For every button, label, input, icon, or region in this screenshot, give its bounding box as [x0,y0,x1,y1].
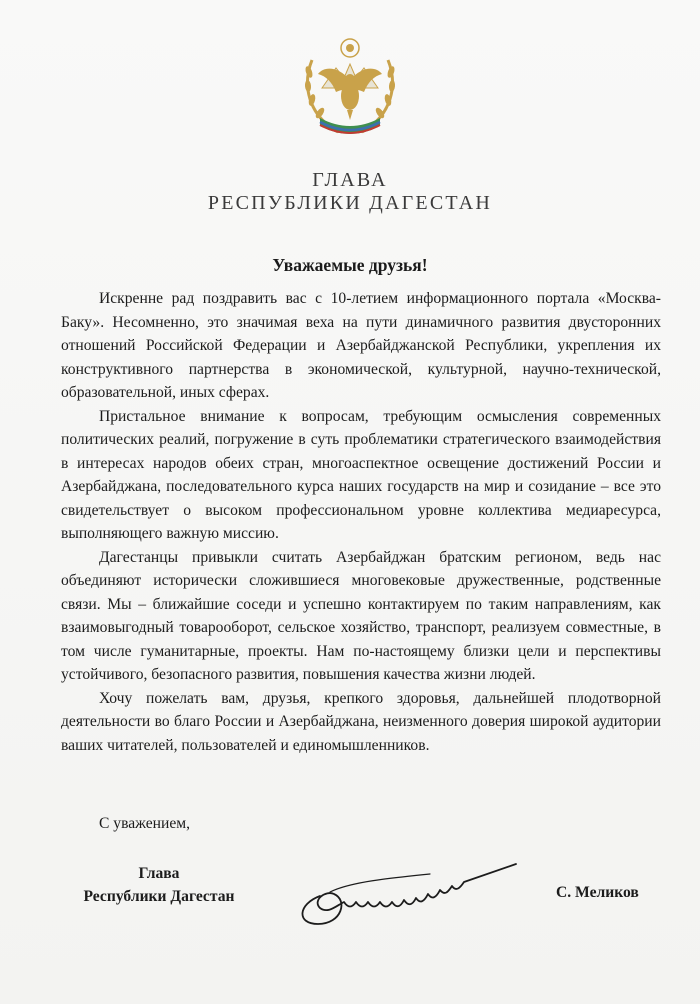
paragraph-1: Искренне рад поздравить вас с 10-летием информационного портала «Москва-Баку». Несомненно, это значимая веха на пути динамичного развития двусторонних отношений Российской Федерации и Азербайджанской Республики, укрепления их конструктивного партнерства в экономической, культурной, научно-технической, образовательной, иных сферах. [61,290,661,401]
dagestan-coat-of-arms-icon [298,30,402,142]
signatory-title-line2: Республики Дагестан [83,888,235,905]
letter-body [61,287,661,757]
greeting: Уважаемые друзья! [272,255,428,275]
signatory-name: С. Меликов [556,884,639,901]
signatory-title [62,862,256,908]
handwritten-signature [290,852,520,932]
signatory-title-line1: Глава [138,865,180,882]
paragraph-2: Пристальное внимание к вопросам, требующим осмысления современных политических реалий, погружение в суть проблематики стратегического взаимодействия в интересах народов обеих стран, многоаспектное освещение достижений России и Азербайджана, последовательного курса наших государств на мир и созидание – все это свидетельствует о высоком профессиональном уровне коллектива медиаресурса, выполняющего важную миссию. [61,407,661,542]
paragraph-3: Дагестанцы привыкли считать Азербайджан братским регионом, ведь нас объединяют исторически сложившиеся многовековые дружественные, родственные связи. Мы – ближайшие соседи и успешно контактируем по таким направлениям, как взаимовыгодный товарооборот, сельское хозяйство, транспорт, реализуем совместные, в том числе гуманитарные, проекты. Нам по-настоящему близки цели и перспективы устойчивого, безопасного развития, повышения качества жизни людей. [61,548,661,683]
header-title-line1: ГЛАВА [312,169,388,191]
paragraph-4: Хочу пожелать вам, друзья, крепкого здоровья, дальнейшей плодотворной деятельности во благо России и Азербайджана, неизменного доверия широкой аудитории ваших читателей, пользователей и единомышленников. [61,689,661,754]
closing-phrase: С уважением, [99,815,191,832]
header-title-line2: РЕСПУБЛИКИ ДАГЕСТАН [207,192,493,214]
